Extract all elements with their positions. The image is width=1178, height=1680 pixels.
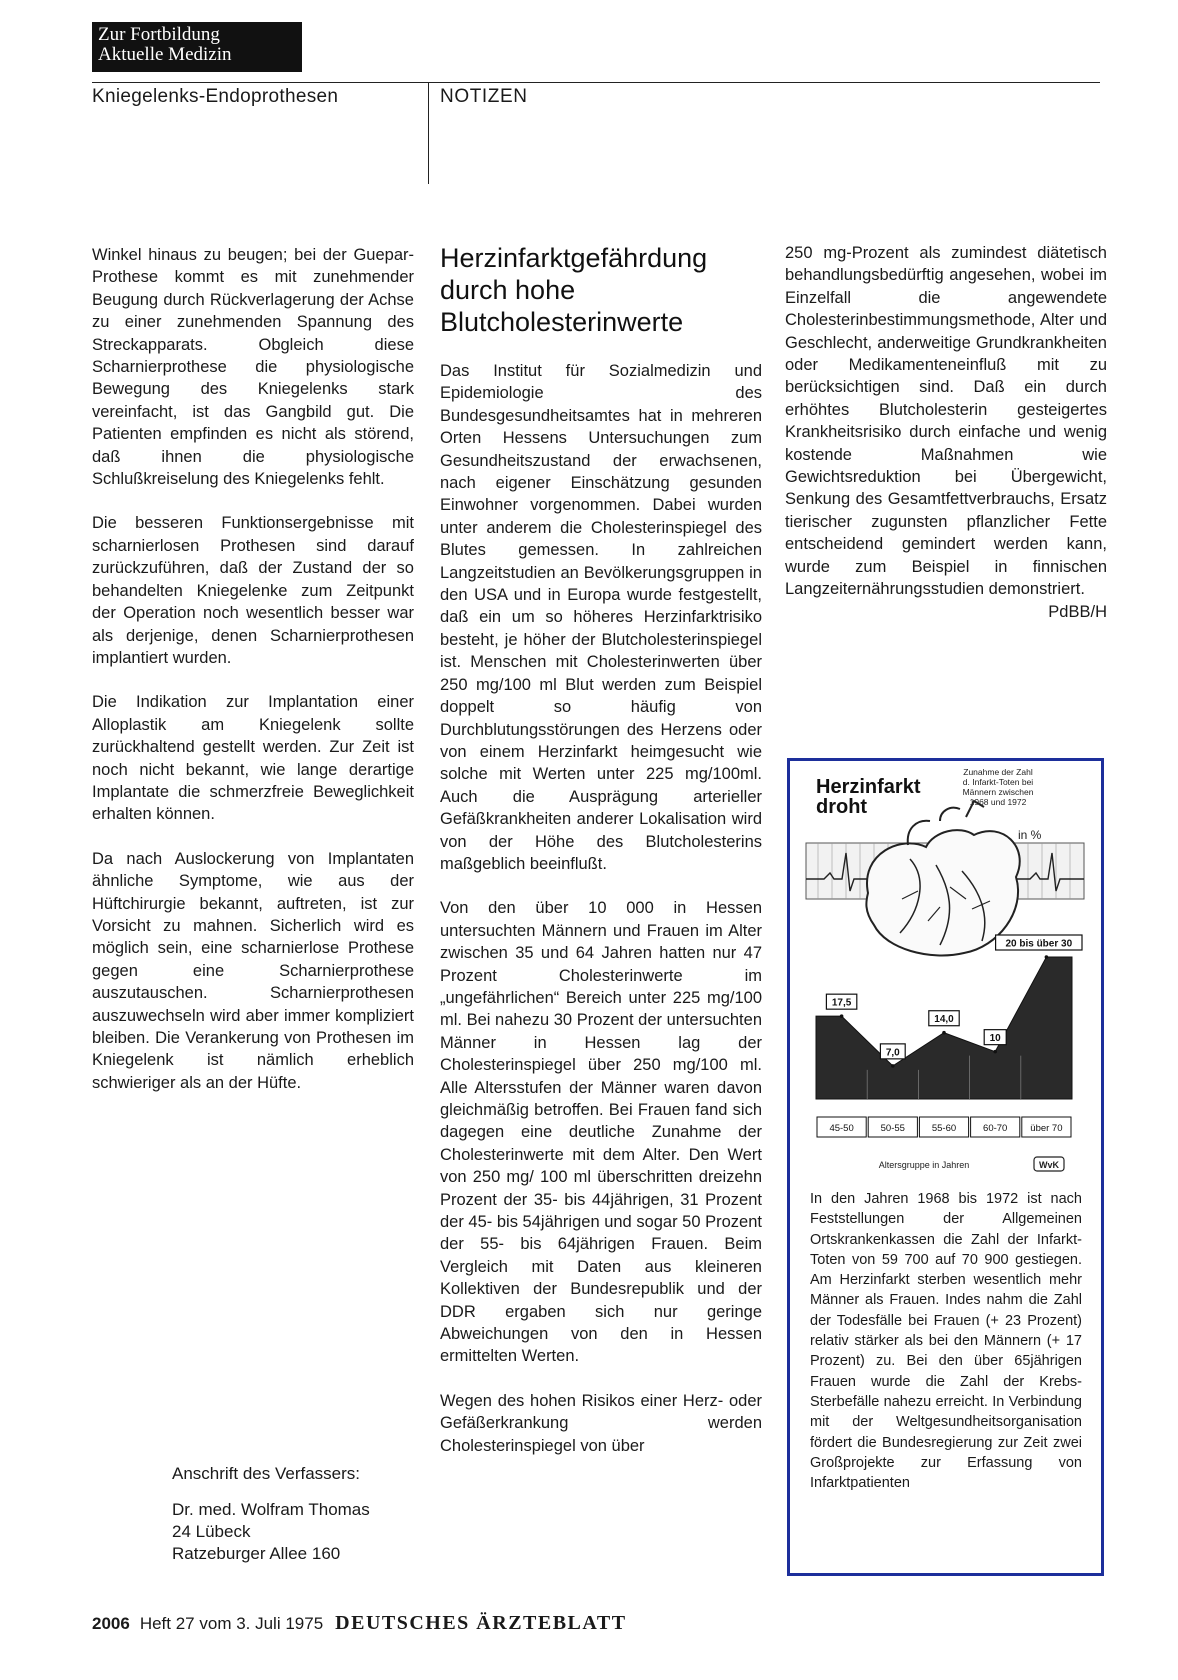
subtitle-line: Männern zwischen [962,787,1034,797]
paragraph: Die Indikation zur Implantation einer Alloplastik am Kniegelenk sollte zurückhaltend gestellt werden. Zur Zeit ist noch nicht bekannt, wie lange derartige Implantate die schmerzfreie Beweglichkeit erhalten können. [92,693,414,824]
paragraph: Wegen des hohen Risikos einer Herz- oder Gefäßerkrankung werden Cholesterinspiegel von über [440,1391,762,1455]
subtitle-line: d. Infarkt-Toten bei [962,777,1034,787]
journal-masthead: DEUTSCHES ÄRZTEBLATT [335,1612,627,1634]
column-divider [428,82,429,184]
data-point [942,1031,946,1035]
area-series [816,957,1072,1099]
paragraph: 250 mg-Prozent als zumindest diätetisch behandlungsbedürftig angesehen, wobei im Einzelfall die angewendete Cholesterinbestimmungsmethode, Alter und Geschlecht, anderweitige Grundkrankheiten oder Medikamenteneinfluß mit zu berücksichtigen sind. Daß ein durch erhöhtes Blutcholesterin gesteigertes Krankheitsrisiko durch einfache und wenig kostende Maßnahmen wie Gewichtsreduktion bei Übergewicht, Senkung des Gesamtfettverbrauchs, Ersatz tierischer zugunsten pflanzlicher Fette entscheidend gemindert werden kann, wurde zum Beispiel in finnischen Langzeiternährungsstudien demonstriert. [785,244,1107,599]
signature-row [785,601,1107,623]
subtitle-line: 1968 und 1972 [969,797,1027,807]
series-banner [92,22,302,72]
paragraph: Winkel hinaus zu beugen; bei der Guepar-Prothese kommt es mit zunehmender Beugung durch Rückverlagerung der Achse zu einer zunehmenden Spannung des Streckapparats. Obgleich diese Scharnierprothese die physiologische Bewegung des Kniegelenks stark vereinfacht, ist das Gangbild gut. Die Patienten empfinden es nicht als störend, daß ihnen die physiologische Schlußkreiselung des Kniegelenks fehlt. [92,246,414,489]
address-label: Anschrift des Verfassers: [172,1464,361,1483]
paragraph: Von den über 10 000 in Hessen untersuchten Männern und Frauen im Alter zwischen 35 und 64 Jahren hatten nur 47 Prozent Cholesterinwerte im „ungefährlichen“ Bereich unter 225 mg/100 ml. Bei nahezu 30 Prozent der untersuchten Männer in Hessen lag der Cholesterinspiegel über 250 mg/100 ml. Alle Altersstufen der Männer waren davon gleichmäßig betroffen. Bei Frauen fand sich dagegen eine deutliche Zunahme der Cholesterinwerte mit dem Alter. Den Wert von 250 mg/ 100 ml überschritten dreizehn Prozent der 35- bis 44jährigen, 31 Prozent der 45- bis 54jährigen und sogar 50 Prozent der 55- bis 64jährigen Frauen. Beim Vergleich mit Daten aus kleineren Kollektiven der Bundesrepublik und der DDR ergaben sich nur geringe Abweichungen von den in Hessen ermittelten Werten. [440,899,762,1366]
header-rule [92,82,1100,83]
author-street: Ratzeburger Allee 160 [172,1544,341,1563]
heart-illustration [866,801,1019,955]
data-label: 14,0 [934,1014,954,1026]
series-label-line2: Aktuelle Medizin [98,44,232,65]
data-label: 17,5 [831,997,852,1009]
data-point [891,1064,895,1068]
page-number: 2006 [92,1614,130,1633]
paragraph: Das Institut für Sozialmedizin und Epidemiologie des Bundesgesundheitsamtes hat in mehreren Orten Hessens Untersuchungen zum Gesundheitszustand der erwachsenen, nach eigener Einschätzung gesunden Einwohner vorgenommen. Dabei wurden unter anderem die Cholesterinspiegel des Blutes gemessen. In zahlreichen Langzeitstudien an Bevölkerungsgruppen in den USA und in Europa wurde festgestellt, daß ein um so höheres Herzinfarktrisiko besteht, je höher der Blutcholesterinspiegel ist. Menschen mit Cholesterinwerten über 250 mg/100 ml Blut werden zum Beispiel doppelt so häufig von Durchblutungsstörungen des Herzens oder von einem Herzinfarkt heimgesucht wie solche mit Werten unter 225 mg/100ml. Auch die Ausprägung arterieller Gefäßkrankheiten anderer Lokalisation wird von der Höhe des Blutcholesterins maßgeblich beeinflußt. [440,362,762,873]
data-label: 20 bis über 30 [1005,938,1073,950]
x-tick-label: 60-70 [983,1123,1008,1134]
figure-title-line2: droht [816,796,868,818]
x-axis-label: Altersgruppe in Jahren [878,1160,970,1170]
section-title-left: Kniegelenks-Endoprothesen [92,86,339,107]
page-footer [92,1612,627,1635]
logo-text: WvK [1039,1160,1059,1170]
signature: PdBB/H [1048,602,1107,621]
paragraph: Da nach Auslockerung von Implantaten ähnliche Symptome, wie aus der Hüftchirurgie bekannt, auftreten, ist zur Vorsicht zu mahnen. Sicherlich wird es möglich sein, eine scharnierlose Prothese gegen eine Scharnierprothese auszutauschen. Scharnierprothesen auszuwechseln wird aber immer kompliziert bleiben. Die Verankerung von Prothesen im Kniegelenk ist nämlich erheblich schwieriger als an der Hüfte. [92,849,414,1092]
subtitle-line: Zunahme der Zahl [963,767,1033,777]
issue-info: Heft 27 vom 3. Juli 1975 [139,1614,324,1633]
paragraph: Die besseren Funktionsergebnisse mit scharnierlosen Prothesen sind darauf zurückzuführen, daß der Zustand der so behandelten Kniegelenke zum Zeitpunkt der Operation noch wesentlich besser war als derjenige, denen Scharnierprothesen implantiert wurden. [92,514,414,667]
x-tick-label: 50-55 [880,1123,905,1134]
data-point [840,1014,844,1018]
unit-label: in % [1018,828,1042,842]
section-title-right: NOTIZEN [440,86,528,107]
column-right [785,242,1107,623]
article-title: Herzinfarktgefährdung durch hohe Blutcholesterinwerte [440,243,708,337]
author-city: 24 Lübeck [172,1522,251,1541]
author-address [172,1463,422,1565]
x-tick-label: 55-60 [931,1123,957,1134]
column-middle [440,360,762,1479]
figure-caption: In den Jahren 1968 bis 1972 ist nach Feststellungen der Allgemeinen Ortskrankenkassen die Zahl der Infarkt-Toten von 59 700 auf 70 900 gestiegen. Am Herzinfarkt sterben wesentlich mehr Männer als Frauen. Indes nahm die Zahl der Todesfälle bei Frauen (+ 23 Prozent) relativ stärker als bei den Männern (+ 17 Prozent) zu. Bei den über 65jährigen Frauen wurde die Zahl der Krebs-Sterbefälle nahezu erreicht. In Verbindung mit der Weltgesundheitsorganisation fördert die Bundesregierung zur Zeit zwei Großprojekte zur Erfassung von Infarktpatienten [810,1191,1082,1492]
data-label: 10 [989,1033,1001,1045]
x-tick-label: 45-50 [829,1123,854,1134]
author-name: Dr. med. Wolfram Thomas [172,1500,370,1519]
series-label-line1: Zur Fortbildung [98,24,220,45]
infographic-box [787,758,1104,1576]
figure-title-line1: Herzinfarkt [816,776,921,798]
data-label: 7,0 [885,1047,900,1059]
column-left [92,244,414,1116]
x-tick-label: über 70 [1030,1123,1063,1134]
data-point [1045,955,1049,959]
chart-plot [816,935,1082,1137]
publisher-logo [1034,1157,1064,1171]
data-point [993,1050,997,1054]
